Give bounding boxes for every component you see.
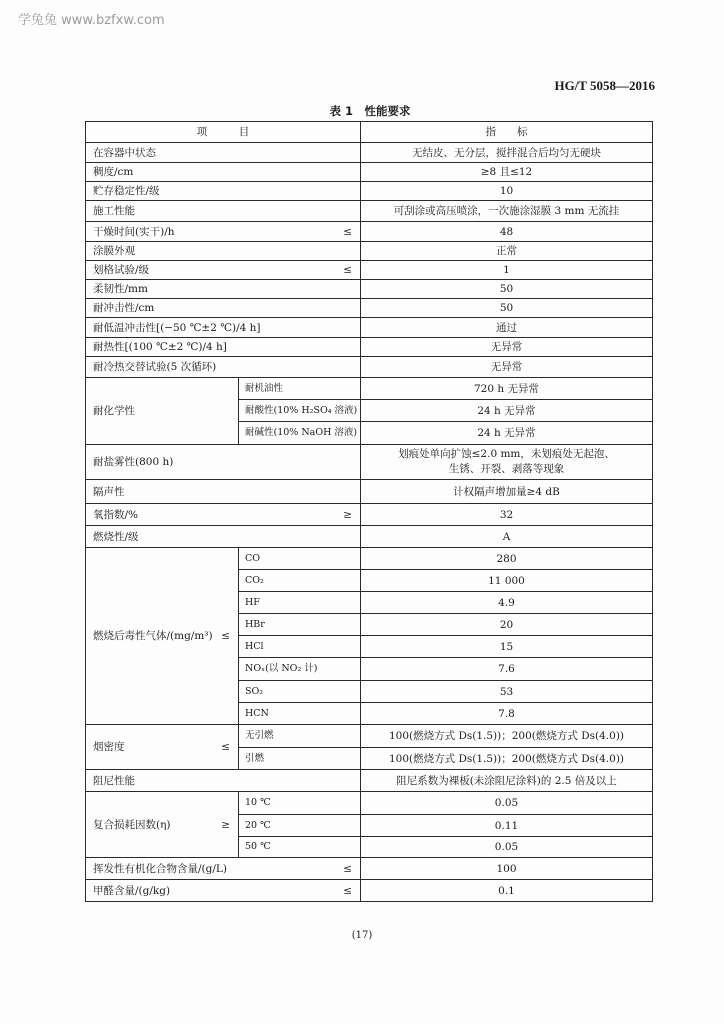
table-row	[86, 725, 653, 748]
value-cell: 53	[361, 681, 653, 703]
value-cell: 0.05	[361, 837, 653, 858]
item-cell	[86, 222, 361, 242]
sub-item-label: HF	[239, 592, 361, 614]
table-row	[86, 480, 653, 504]
sub-item-label: 无引燃	[239, 725, 361, 748]
item-label: 阻尼性能	[86, 770, 361, 792]
value-cell: 100(燃烧方式 Ds(1.5))；200(燃烧方式 Ds(4.0))	[361, 725, 653, 748]
item-label: 耐热性[(100 ℃±2 ℃)/4 h]	[86, 338, 361, 357]
value-cell: 7.8	[361, 703, 653, 725]
group-label-chemical: 耐化学性	[86, 378, 239, 445]
group-cell-loss-factor	[86, 792, 239, 858]
value-cell: 24 h 无异常	[361, 422, 653, 445]
comparison-symbol: ≤	[221, 630, 230, 642]
table-row	[86, 318, 653, 338]
table-row	[86, 222, 653, 242]
item-label: 贮存稳定性/级	[86, 182, 361, 201]
item-label: 柔韧性/mm	[86, 280, 361, 299]
value-cell: ≥8 且≤12	[361, 163, 653, 182]
sub-item-label: NOₓ(以 NO₂ 计)	[239, 658, 361, 681]
sub-item-label: HCl	[239, 636, 361, 658]
item-label: 划格试验/级	[93, 264, 150, 276]
group-label-toxic-gas: 燃烧后毒性气体/(mg/m³)	[93, 630, 213, 642]
sub-item-label: 耐机油性	[239, 378, 361, 400]
item-cell	[86, 504, 361, 526]
sub-item-label: HCN	[239, 703, 361, 725]
item-cell	[86, 880, 361, 902]
item-label: 甲醛含量/(g/kg)	[93, 884, 171, 897]
value-cell: 无异常	[361, 357, 653, 378]
value-cell: 阻尼系数为裸板(未涂阻尼涂料)的 2.5 倍及以上	[361, 770, 653, 792]
column-header-item: 项 目	[86, 122, 361, 143]
table-row	[86, 548, 653, 570]
value-cell: 24 h 无异常	[361, 400, 653, 422]
comparison-symbol: ≥	[343, 508, 352, 521]
table-row	[86, 378, 653, 400]
value-cell	[361, 445, 653, 480]
value-cell: 100	[361, 858, 653, 880]
item-label: 隔声性	[86, 480, 361, 504]
item-label: 燃烧性/级	[86, 526, 361, 548]
value-cell: 20	[361, 614, 653, 636]
standard-number: HG/T 5058—2016	[554, 78, 655, 93]
value-cell: A	[361, 526, 653, 548]
group-cell-smoke-density	[86, 725, 239, 770]
value-cell: 100(燃烧方式 Ds(1.5))；200(燃烧方式 Ds(4.0))	[361, 748, 653, 770]
table-row	[86, 280, 653, 299]
sub-item-label: 50 ℃	[239, 837, 361, 858]
watermark: 学兔兔 www.bzfxw.com	[18, 13, 165, 28]
group-cell-toxic-gas	[86, 548, 239, 725]
table-row	[86, 504, 653, 526]
value-cell: 0.1	[361, 880, 653, 902]
item-label: 耐冲击性/cm	[86, 299, 361, 318]
value-cell: 280	[361, 548, 653, 570]
item-label: 在容器中状态	[86, 143, 361, 163]
value-cell: 0.05	[361, 792, 653, 815]
value-cell: 1	[361, 261, 653, 280]
value-cell: 通过	[361, 318, 653, 338]
sub-item-label: 10 ℃	[239, 792, 361, 815]
value-cell: 15	[361, 636, 653, 658]
sub-item-label: CO	[239, 548, 361, 570]
value-cell: 11 000	[361, 570, 653, 592]
table-row	[86, 242, 653, 261]
table-row	[86, 880, 653, 902]
table-row	[86, 858, 653, 880]
table-row	[86, 770, 653, 792]
comparison-symbol: ≥	[221, 818, 230, 831]
table-row	[86, 526, 653, 548]
sub-item-label: 耐碱性(10% NaOH 溶液)	[239, 422, 361, 445]
value-cell: 50	[361, 280, 653, 299]
page-number: (17)	[351, 930, 373, 941]
comparison-symbol: ≤	[343, 884, 352, 897]
value-cell: 无异常	[361, 338, 653, 357]
value-cell: 48	[361, 222, 653, 242]
item-label: 施工性能	[86, 201, 361, 222]
value-cell: 10	[361, 182, 653, 201]
table-row	[86, 357, 653, 378]
value-line: 划痕处单向扩蚀≤2.0 mm，未划痕处无起泡、	[398, 448, 615, 460]
sub-item-label: CO₂	[239, 570, 361, 592]
table-row	[86, 445, 653, 480]
item-label: 耐低温冲击性[(−50 ℃±2 ℃)/4 h]	[86, 318, 361, 338]
item-label: 耐冷热交替试验(5 次循环)	[86, 357, 361, 378]
table-title: 表 1 性能要求	[329, 104, 411, 118]
item-label: 耐盐雾性(800 h)	[86, 445, 361, 480]
table-row	[86, 261, 653, 280]
value-cell: 0.11	[361, 815, 653, 837]
sub-item-label: 20 ℃	[239, 815, 361, 837]
sub-item-label: 引燃	[239, 748, 361, 770]
value-cell: 计权隔声增加量≥4 dB	[361, 480, 653, 504]
comparison-symbol: ≤	[343, 862, 352, 875]
item-label: 干燥时间(实干)/h	[93, 225, 175, 238]
value-cell: 720 h 无异常	[361, 378, 653, 400]
value-line: 生锈、开裂、剥落等现象	[448, 463, 565, 475]
comparison-symbol: ≤	[343, 225, 352, 238]
value-cell: 正常	[361, 242, 653, 261]
table-row	[86, 201, 653, 222]
item-label: 挥发性有机化合物含量/(g/L)	[93, 862, 227, 875]
table-row	[86, 163, 653, 182]
sub-item-label: 耐酸性(10% H₂SO₄ 溶液)	[239, 400, 361, 422]
table-header-row	[86, 122, 653, 143]
sub-item-label: SO₂	[239, 681, 361, 703]
group-label-loss-factor: 复合损耗因数(η)	[93, 818, 171, 831]
item-label: 氧指数/%	[93, 508, 139, 521]
value-cell: 7.6	[361, 658, 653, 681]
item-cell	[86, 858, 361, 880]
value-cell: 50	[361, 299, 653, 318]
value-cell: 4.9	[361, 592, 653, 614]
comparison-symbol: ≤	[343, 264, 352, 276]
table-row	[86, 143, 653, 163]
table-row	[86, 182, 653, 201]
performance-table	[85, 121, 653, 902]
item-cell	[86, 261, 361, 280]
comparison-symbol: ≤	[221, 741, 230, 753]
value-cell: 无结皮、无分层，搅拌混合后均匀无硬块	[361, 143, 653, 163]
table-row	[86, 338, 653, 357]
sub-item-label: HBr	[239, 614, 361, 636]
group-label-smoke-density: 烟密度	[93, 741, 125, 753]
item-label: 稠度/cm	[86, 163, 361, 182]
value-cell: 可刮涂或高压喷涂，一次施涂湿膜 3 mm 无流挂	[361, 201, 653, 222]
table-row	[86, 299, 653, 318]
table-row	[86, 792, 653, 815]
value-cell: 32	[361, 504, 653, 526]
column-header-value: 指 标	[361, 122, 653, 143]
item-label: 涂膜外观	[86, 242, 361, 261]
